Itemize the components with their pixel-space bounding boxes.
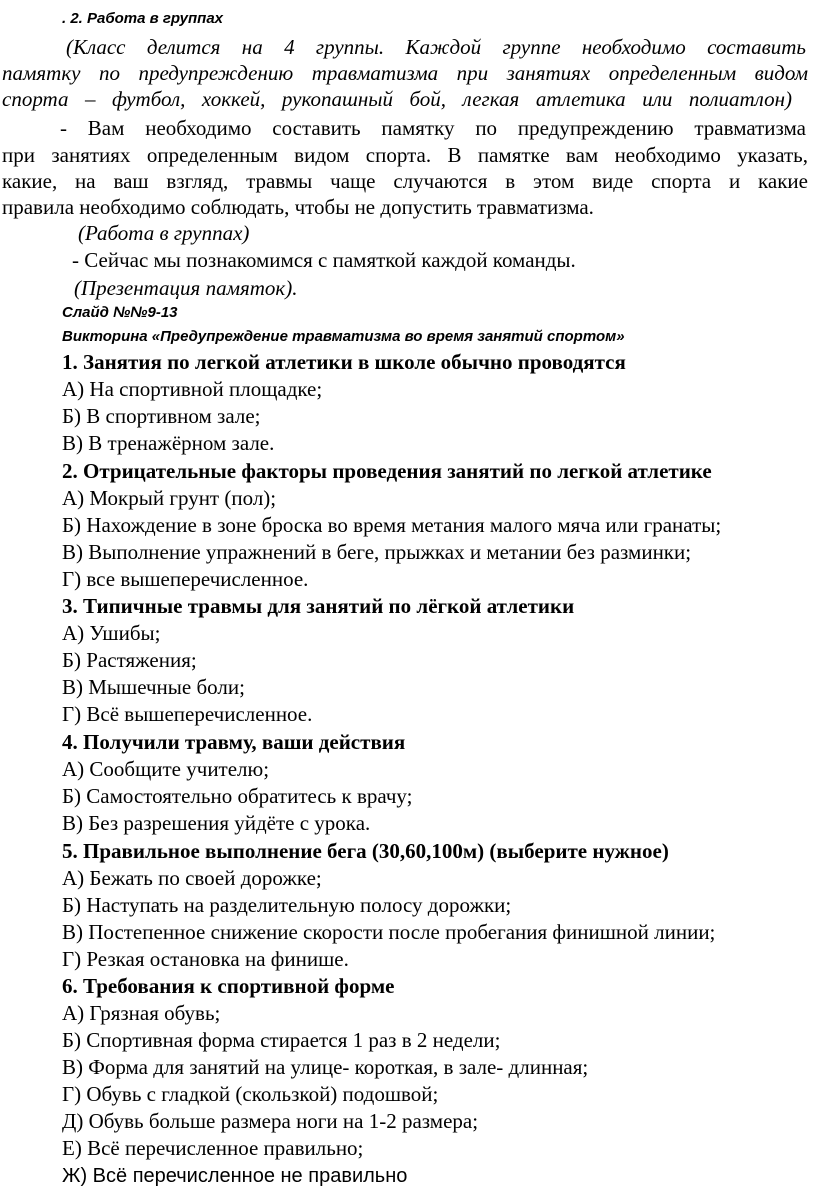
answer-option: А) Бежать по своей дорожке;: [62, 866, 322, 890]
answer-option: Г) Обувь с гладкой (скользкой) подошвой;: [62, 1082, 439, 1106]
answer-option: В) Постепенное снижение скорости после пробегания финишной линии;: [62, 920, 716, 944]
question-title: 4. Получили травму, ваши действия: [62, 730, 406, 754]
answer-option: А) На спортивной площадке;: [62, 377, 323, 401]
answer-option: А) Мокрый грунт (пол);: [62, 486, 277, 510]
question-title: 2. Отрицательные факторы проведения занятий по легкой атлетике: [62, 459, 712, 483]
task-line-1: - Вам необходимо составить памятку по предупреждению травматизма: [60, 116, 806, 140]
answer-option: В) Мышечные боли;: [62, 675, 245, 699]
work-in-groups-note: (Работа в группах): [78, 221, 250, 245]
question-title: 6. Требования к спортивной форме: [62, 974, 395, 998]
answer-option: В) Выполнение упражнений в беге, прыжках и метании без разминки;: [62, 540, 692, 564]
answer-option: Г) Резкая остановка на финише.: [62, 947, 349, 971]
section-title: . 2. Работа в группах: [62, 10, 224, 27]
question-title: 1. Занятия по легкой атлетики в школе обычно проводятся: [62, 350, 626, 374]
answer-option: Б) Растяжения;: [62, 648, 197, 672]
intro-line-3: спорта – футбол, хоккей, рукопашный бой, легкая атлетика или полиатлон): [2, 87, 792, 111]
answer-option: А) Ушибы;: [62, 621, 161, 645]
intro-line-2: памятку по предупреждению травматизма при занятиях определенным видом: [2, 61, 808, 85]
answer-option: Г) все вышеперечисленное.: [62, 567, 309, 591]
answer-option: В) Форма для занятий на улице- короткая, в зале- длинная;: [62, 1055, 589, 1079]
answer-option: Б) Нахождение в зоне броска во время метания малого мяча или гранаты;: [62, 513, 722, 537]
presentation-note: (Презентация памяток).: [74, 276, 298, 300]
intro-line-1: (Класс делится на 4 группы. Каждой группе необходимо составить: [66, 35, 806, 59]
answer-option: В) Без разрешения уйдёте с урока.: [62, 811, 371, 835]
answer-option: Б) Наступать на разделительную полосу дорожки;: [62, 893, 512, 917]
answer-option: Б) В спортивном зале;: [62, 404, 261, 428]
quiz-title: Викторина «Предупреждение травматизма во время занятий спортом»: [62, 328, 625, 345]
answer-option: Д) Обувь больше размера ноги на 1-2 размера;: [62, 1109, 479, 1133]
task-line-4: правила необходимо соблюдать, чтобы не допустить травматизма.: [2, 195, 594, 219]
answer-option: Б) Спортивная форма стирается 1 раз в 2 недели;: [62, 1028, 501, 1052]
question-title: 5. Правильное выполнение бега (30,60,100м) (выберите нужное): [62, 839, 669, 863]
task-line-3: какие, на ваш взгляд, травмы чаще случаются в этом виде спорта и какие: [2, 169, 808, 193]
slide-label: Слайд №№9-13: [62, 304, 178, 321]
meet-memo-line: - Сейчас мы познакомимся с памяткой каждой команды.: [72, 248, 576, 272]
answer-option: А) Сообщите учителю;: [62, 757, 270, 781]
answer-option: А) Грязная обувь;: [62, 1001, 221, 1025]
answer-option: Г) Всё вышеперечисленное.: [62, 702, 313, 726]
answer-option: Е) Всё перечисленное правильно;: [62, 1136, 364, 1160]
task-line-2: при занятиях определенным видом спорта. В памятке вам необходимо указать,: [2, 143, 808, 167]
answer-option: Ж) Всё перечисленное не правильно: [62, 1165, 408, 1187]
answer-option: Б) Самостоятельно обратитесь к врачу;: [62, 784, 413, 808]
answer-option: В) В тренажёрном зале.: [62, 431, 275, 455]
question-title: 3. Типичные травмы для занятий по лёгкой атлетики: [62, 594, 575, 618]
